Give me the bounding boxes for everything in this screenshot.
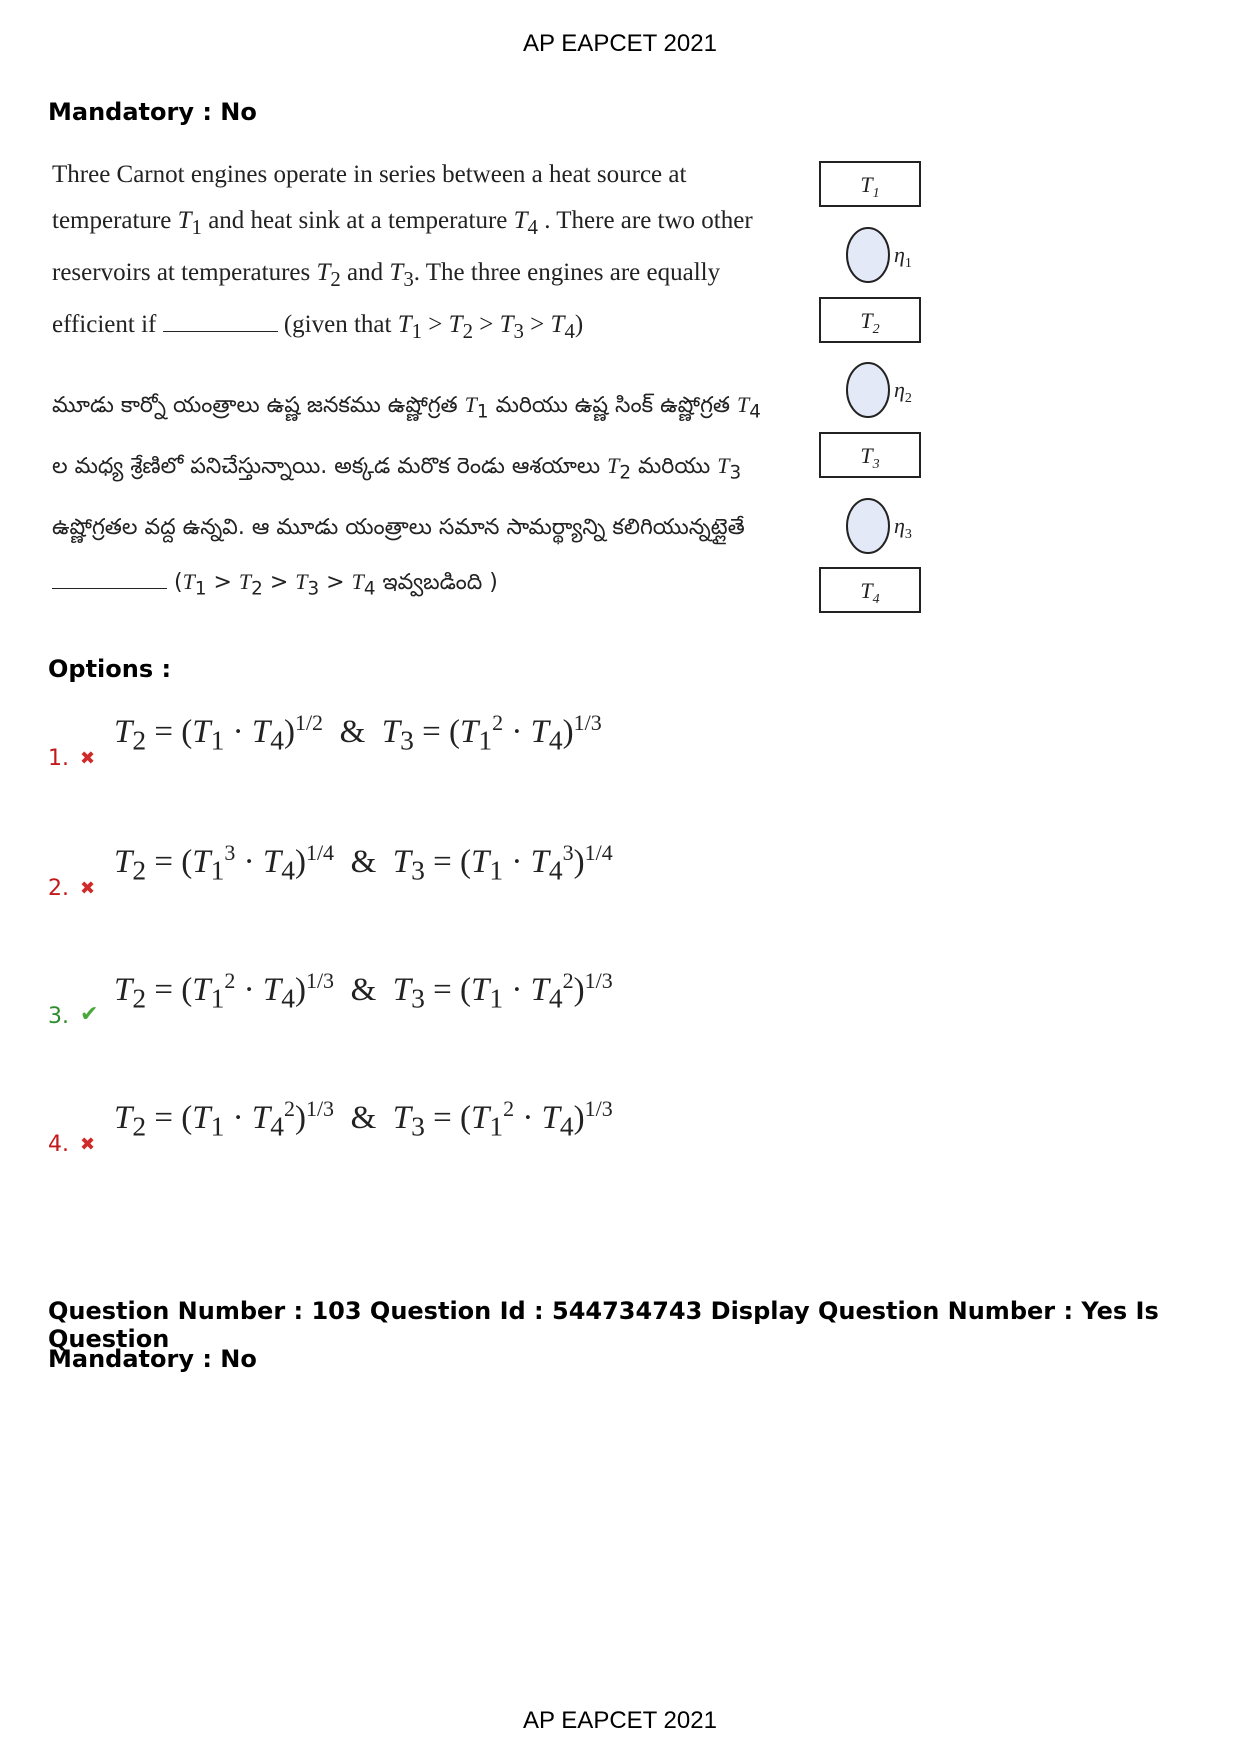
reservoir-t3-label: $T_3$ — [860, 443, 880, 472]
engine-3-label: $\eta_3$ — [894, 513, 912, 542]
cross-icon: ✖ — [80, 1134, 96, 1155]
option-number: 1. — [48, 746, 69, 771]
cross-icon: ✖ — [80, 748, 96, 769]
option-number: 2. — [48, 876, 69, 901]
cross-icon: ✖ — [80, 878, 96, 899]
engine-3-circle — [847, 499, 889, 553]
question-text-telugu: మూడు కార్నో యంత్రాలు ఉష్ణ జనకము ఉష్ణోగ్రత $T_1$ మరియు ఉష్ణ సింక్ ఉష్ణోగ్రత $T_4$ ల మధ్య శ్రేణిలో పనిచేస్తున్నాయి. అక్కడ మరొక రెండు ఆశయాలు $T_2$ మరియు $T_3$ ఉష్ణోగ్రతల వద్ద ఉన్నవి. ఆ మూడు యంత్రాలు సమాన సామర్థ్యాన్ని కలిగియున్నట్లైతే ($T_1 > T_2 > T_3 > T_4$ ఇవ్వబడింది ) — [52, 392, 761, 600]
top-mandatory-label: Mandatory : No — [48, 98, 257, 126]
reservoir-t2-label: $T_2$ — [860, 308, 880, 337]
page-header: AP EAPCET 2021 — [523, 30, 717, 57]
options-label: Options : — [48, 655, 172, 683]
option-formula: $T_2 = (T_1^3 \cdot T_4)^{1/4}$ & $T_3 = (T_1 \cdot T_4^3)^{1/4}$ — [114, 840, 613, 886]
page-footer: AP EAPCET 2021 — [523, 1707, 717, 1734]
engine-2-label: $\eta_2$ — [894, 377, 912, 406]
option-formula: $T_2 = (T_1^2 \cdot T_4)^{1/3}$ & $T_3 = (T_1 \cdot T_4^2)^{1/3}$ — [114, 968, 613, 1014]
engine-1-label: $\eta_1$ — [894, 242, 912, 271]
reservoir-t4-label: $T_4$ — [860, 578, 880, 607]
engine-2-circle — [847, 363, 889, 417]
question-text-english: Three Carnot engines operate in series between a heat source at temperature $T_1$ and heat sink at a temperature $T_4$ . There are two other reservoirs at temperatures $T_2$ and $T_3$. The three engines are equally efficient if (given that $T_1 > T_2 > T_3 > T_4$) — [52, 161, 753, 343]
reservoir-t1-label: $T_1$ — [860, 172, 880, 201]
check-icon: ✔ — [80, 1002, 99, 1027]
option-formula: $T_2 = (T_1 \cdot T_4^2)^{1/3}$ & $T_3 = (T_1^2 \cdot T_4)^{1/3}$ — [114, 1096, 613, 1142]
option-formula: $T_2 = (T_1 \cdot T_4)^{1/2}$ & $T_3 = (T_1^2 \cdot T_4)^{1/3}$ — [114, 710, 602, 756]
option-number: 3. — [48, 1004, 69, 1029]
next-question-meta-line2: Mandatory : No — [48, 1345, 257, 1373]
engine-1-circle — [847, 228, 889, 282]
carnot-series-diagram — [818, 160, 928, 630]
option-number: 4. — [48, 1132, 69, 1157]
next-question-meta-line1: Question Number : 103 Question Id : 544734743 Display Question Number : Yes Is Question — [48, 1297, 1159, 1353]
